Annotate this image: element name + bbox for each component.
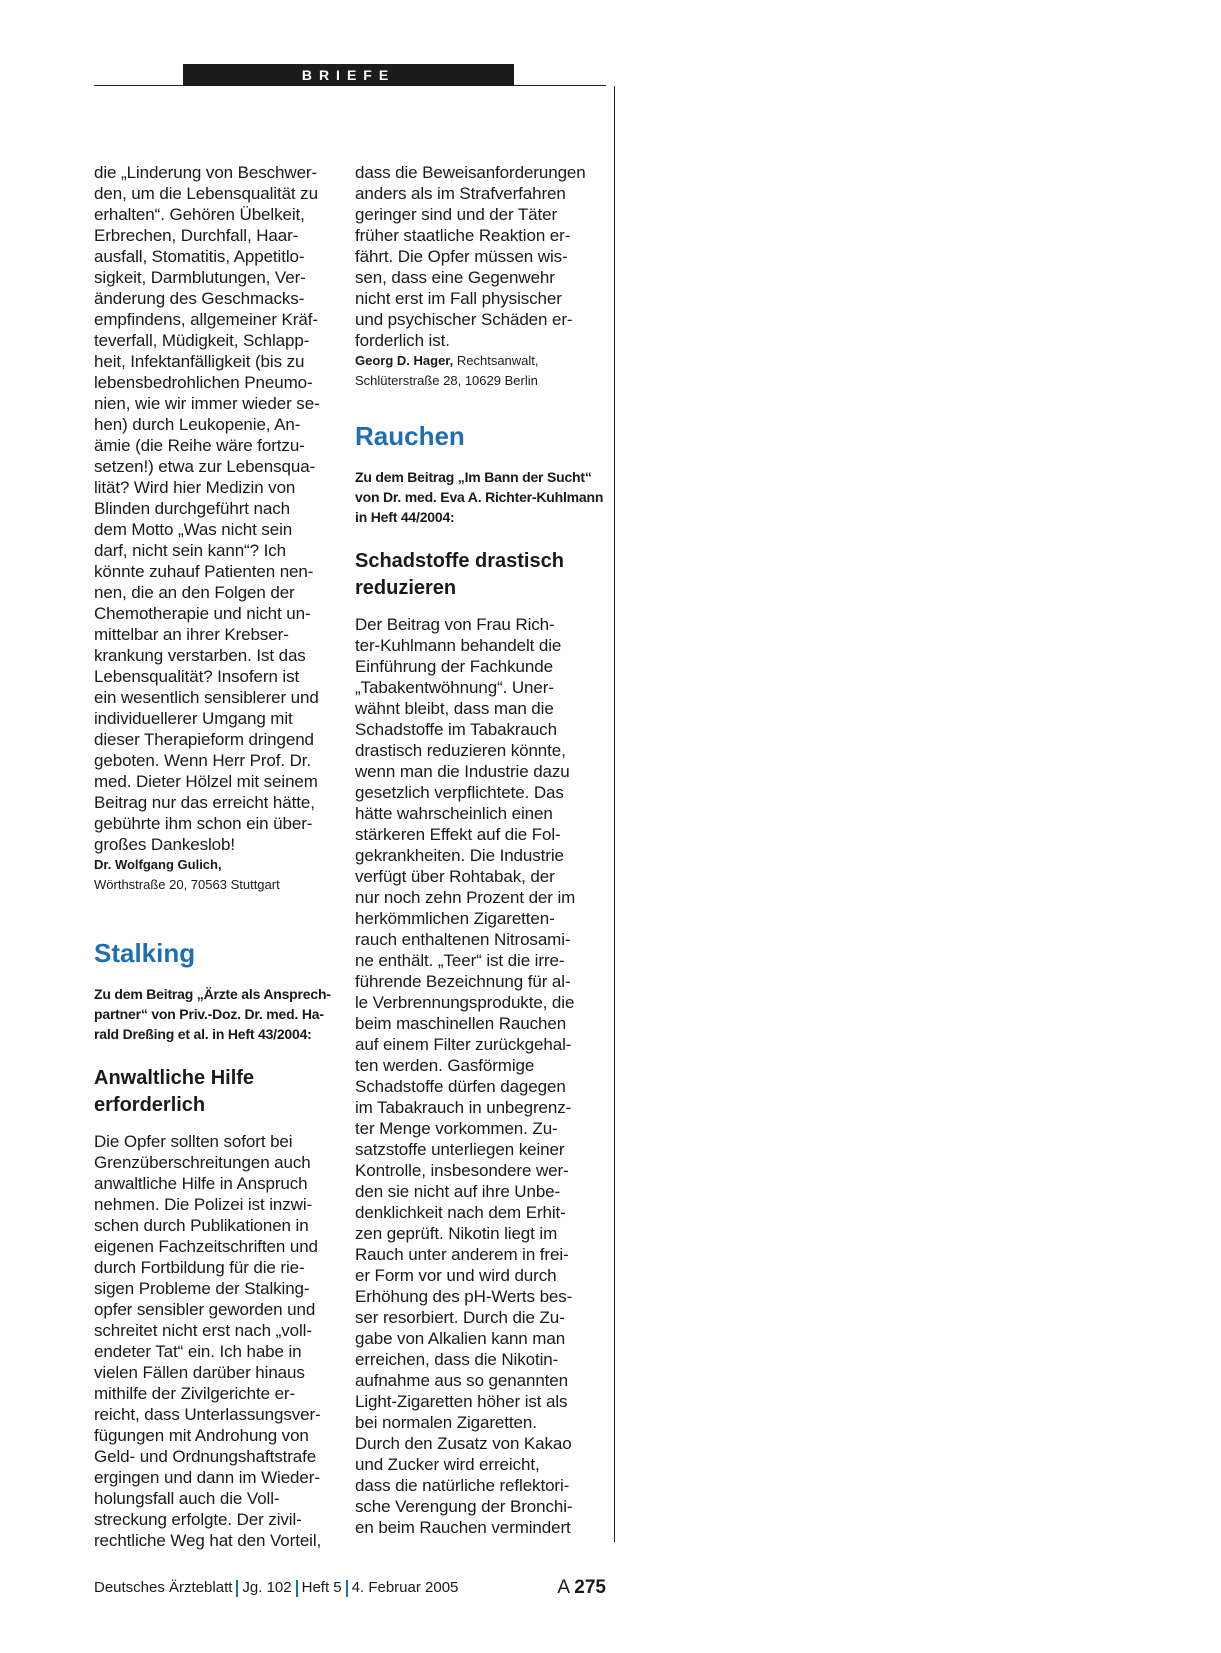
signature-address: Wörthstraße 20, 70563 Stuttgart	[94, 877, 280, 892]
column-rule	[614, 86, 615, 1542]
page-number	[557, 1575, 606, 1601]
journal-date: 4. Februar 2005	[351, 1579, 459, 1596]
page-prefix: A	[557, 1577, 570, 1598]
section-header: BRIEFE	[183, 64, 514, 86]
journal-name: Deutsches Ärzteblatt	[94, 1579, 233, 1596]
journal-issue: Heft 5	[301, 1579, 342, 1596]
signature-name: Dr. Wolfgang Gulich,	[94, 857, 222, 872]
footer-separator	[346, 1580, 348, 1597]
signature-name: Georg D. Hager,	[355, 353, 454, 368]
section-intro-rauchen: Zu dem Beitrag „Im Bann der Sucht“ von Dr. med. Eva A. Richter-Kuhlmann in Heft 44/2004:	[355, 469, 604, 525]
left-column	[94, 162, 344, 1551]
signature-address: Schlüterstraße 28, 10629 Berlin	[355, 373, 538, 388]
letter-body-stalking: Die Opfer sollten sofort bei Grenzüberschreitungen auch anwaltliche Hilfe in Anspruch nehmen. Die Polizei ist inzwi- schen durch Publikationen in eigenen Fachzeitschriften und durch Fortbildung für die rie- sigen Probleme der Stalking- opfer sensibler geworden und schreitet nicht erst nach „voll- endeter Tat“ ein. Ich habe in vielen Fällen darüber hinaus mithilfe der Zivilgerichte er- reicht, dass Unterlassungsver- fügungen mit Androhung von Geld- und Ordnungshaftstrafe ergingen und dann im Wieder- holungsfall auch die Voll- streckung erfolgte. Der zivil- rechtliche Weg hat den Vorteil,	[94, 1132, 322, 1550]
journal-volume: Jg. 102	[242, 1579, 292, 1596]
footer-separator	[236, 1580, 238, 1597]
letter-body-stalking-continued: dass die Beweisanforderungen anders als im Strafverfahren geringer sind und der Täter früher staatliche Reaktion er- fährt. Die Opfer müssen wis- sen, dass eine Gegenwehr nicht erst im Fall physischer und psychischer Schäden er- forderlich ist.	[355, 163, 586, 350]
page-footer	[94, 1575, 606, 1601]
headline-anwaltliche-hilfe: Anwaltliche Hilfe erforderlich	[94, 1067, 255, 1116]
section-title-stalking: Stalking	[94, 938, 196, 968]
section-intro-stalking: Zu dem Beitrag „Ärzte als Ansprech- partner“ von Priv.-Doz. Dr. med. Ha- rald Dreßing et al. in Heft 43/2004:	[94, 986, 331, 1042]
letter-body-rauchen: Der Beitrag von Frau Rich- ter-Kuhlmann behandelt die Einführung der Fachkunde „Tabakentwöhnung“. Uner- wähnt bleibt, dass man die Schadstoffe im Tabakrauch drastisch reduzieren könnte, wenn man die Industrie dazu gesetzlich verpflichtete. Das hätte wahrscheinlich einen stärkeren Effekt auf die Fol- gekrankheiten. Die Industrie verfügt über Rohtabak, der nur noch zehn Prozent der im herkömmlichen Zigaretten- rauch enthaltenen Nitrosami- ne enthält. „Teer“ ist die irre- führende Bezeichnung für al- le Verbrennungsprodukte, die beim maschinellen Rauchen auf einem Filter zurückgehal- ten werden. Gasförmige Schadstoffe dürfen dagegen im Tabakrauch in unbegrenz- ter Menge vorkommen. Zu- satzstoffe unterliegen keiner Kontrolle, insbesondere wer- den sie nicht auf ihre Unbe- denklichkeit nach dem Erhit- zen geprüft. Nikotin liegt im Rauch unter anderem in frei- er Form vor und wird durch Erhöhung des pH-Werts bes- ser resorbiert. Durch die Zu- gabe von Alkalien kann man erreichen, dass die Nikotin- aufnahme aus so genannten Light-Zigaretten höher ist als bei normalen Zigaretten. Durch den Zusatz von Kakao und Zucker wird erreicht, dass die natürliche reflektori- sche Verengung der Bronchi- en beim Rauchen vermindert	[355, 615, 576, 1537]
page-number-value: 275	[574, 1577, 606, 1598]
signature-gulich	[94, 855, 344, 895]
headline-schadstoffe: Schadstoffe drastisch reduzieren	[355, 550, 564, 599]
footer-separator	[296, 1580, 298, 1597]
letter-body-chemotherapy: die „Linderung von Beschwer- den, um die Lebensqualität zu erhalten“. Gehören Übelkeit, Erbrechen, Durchfall, Haar- ausfall, Stomatitis, Appetitlo- sigkeit, Darmblutungen, Ver- änderung des Geschmacks- empfindens, allgemeiner Kräf- teverfall, Müdigkeit, Schlapp- heit, Infektanfälligkeit (bis zu lebensbedrohlichen Pneumo- nien, wie wir immer wieder se- hen) durch Leukopenie, An- ämie (die Reihe wäre fortzu- setzen!) etwa zur Lebensqua- lität? Wird hier Medizin von Blinden durchgeführt nach dem Motto „Was nicht sein darf, nicht sein kann“? Ich könnte zuhauf Patienten nen- nen, die an den Folgen der Chemotherapie und nicht un- mittelbar an ihrer Krebser- krankung verstarben. Ist das Lebensqualität? Insofern ist ein wesentlich sensiblerer und individuellerer Umgang mit dieser Therapieform dringend geboten. Wenn Herr Prof. Dr. med. Dieter Hölzel mit seinem Beitrag nur das erreicht hätte, gebührte ihm schon ein über- großes Dankeslob!	[94, 163, 320, 854]
section-title-rauchen: Rauchen	[355, 421, 465, 451]
signature-role: Rechtsanwalt,	[453, 353, 539, 368]
signature-hager	[355, 351, 605, 391]
right-column	[355, 162, 605, 1538]
